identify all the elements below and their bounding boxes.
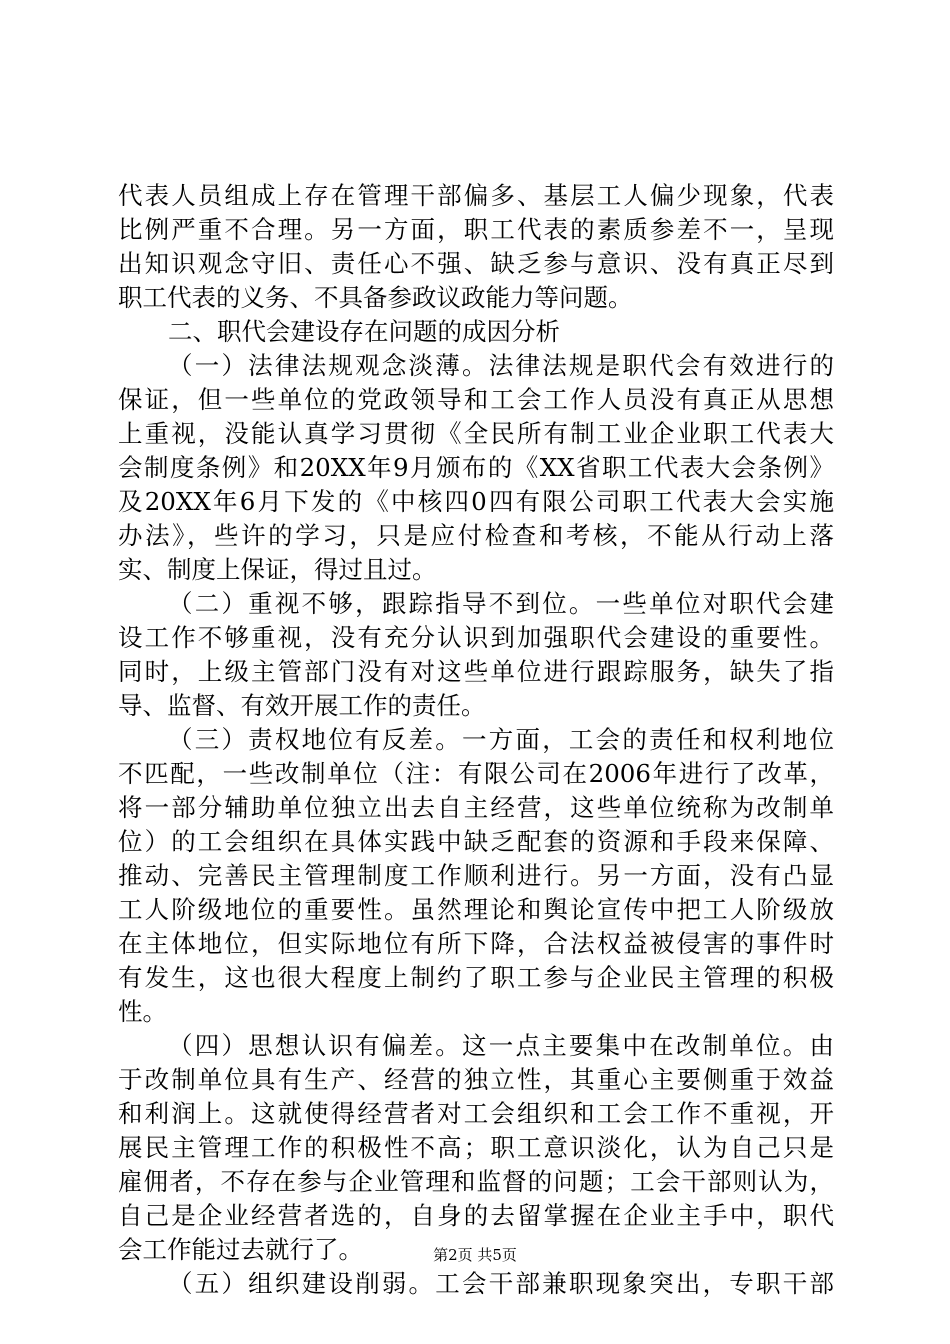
text-line: 设工作不够重视，没有充分认识到加强职代会建设的重要性。: [118, 623, 834, 652]
text-line: （四）思想认识有偏差。这一点主要集中在改制单位。由: [168, 1031, 834, 1060]
text-line: 实、制度上保证，得过且过。: [118, 555, 437, 584]
page-footer: 第2页 共5页: [433, 1246, 517, 1264]
text-line: 比例严重不合理。另一方面，职工代表的素质参差不一，呈现: [118, 215, 834, 244]
text-line: 展民主管理工作的积极性不高；职工意识淡化，认为自己只是: [118, 1133, 834, 1162]
text-line: 保证，但一些单位的党政领导和工会工作人员没有真正从思想: [118, 385, 834, 414]
text-line: 性。: [118, 997, 167, 1026]
text-line: 及20XX年6月下发的《中核四0四有限公司职工代表大会实施: [118, 487, 834, 516]
text-line: 会工作能过去就行了。: [118, 1235, 363, 1264]
document-body: [118, 179, 834, 1301]
text-line: 不匹配，一些改制单位（注：有限公司在2006年进行了改革，: [118, 759, 834, 788]
text-line: 上重视，没能认真学习贯彻《全民所有制工业企业职工代表大: [118, 419, 834, 448]
text-line: 位）的工会组织在具体实践中缺乏配套的资源和手段来保障、: [118, 827, 834, 856]
text-line: 职工代表的义务、不具备参政议政能力等问题。: [118, 283, 633, 312]
text-line: 同时，上级主管部门没有对这些单位进行跟踪服务，缺失了指: [118, 657, 834, 686]
text-line: 会制度条例》和20XX年9月颁布的《XX省职工代表大会条例》: [118, 453, 834, 482]
text-line: 工人阶级地位的重要性。虽然理论和舆论宣传中把工人阶级放: [118, 895, 834, 924]
text-line: 在主体地位，但实际地位有所下降，合法权益被侵害的事件时: [118, 929, 834, 958]
text-line: （一）法律法规观念淡薄。法律法规是职代会有效进行的: [168, 351, 834, 380]
text-line: （二）重视不够，跟踪指导不到位。一些单位对职代会建: [168, 589, 834, 618]
text-line: 雇佣者，不存在参与企业管理和监督的问题；工会干部则认为，: [118, 1167, 834, 1196]
text-line: 自己是企业经营者选的，自身的去留掌握在企业主手中，职代: [118, 1201, 834, 1230]
text-line: 出知识观念守旧、责任心不强、缺乏参与意识、没有真正尽到: [118, 249, 834, 278]
text-line: 二、职代会建设存在问题的成因分析: [168, 317, 560, 346]
text-line: 代表人员组成上存在管理干部偏多、基层工人偏少现象，代表: [118, 181, 834, 210]
text-line: （五）组织建设削弱。工会干部兼职现象突出，专职干部: [168, 1269, 834, 1298]
text-line: 有发生，这也很大程度上制约了职工参与企业民主管理的积极: [118, 963, 834, 992]
text-line: 于改制单位具有生产、经营的独立性，其重心主要侧重于效益: [118, 1065, 834, 1094]
text-line: 办法》，些许的学习，只是应付检查和考核，不能从行动上落: [118, 521, 834, 550]
text-line: 和利润上。这就使得经营者对工会组织和工会工作不重视，开: [118, 1099, 834, 1128]
text-line: 将一部分辅助单位独立出去自主经营，这些单位统称为改制单: [118, 793, 834, 822]
text-line: 导、监督、有效开展工作的责任。: [118, 691, 486, 720]
text-line: 推动、完善民主管理制度工作顺利进行。另一方面，没有凸显: [118, 861, 834, 890]
text-line: （三）责权地位有反差。一方面，工会的责任和权利地位: [168, 725, 834, 754]
